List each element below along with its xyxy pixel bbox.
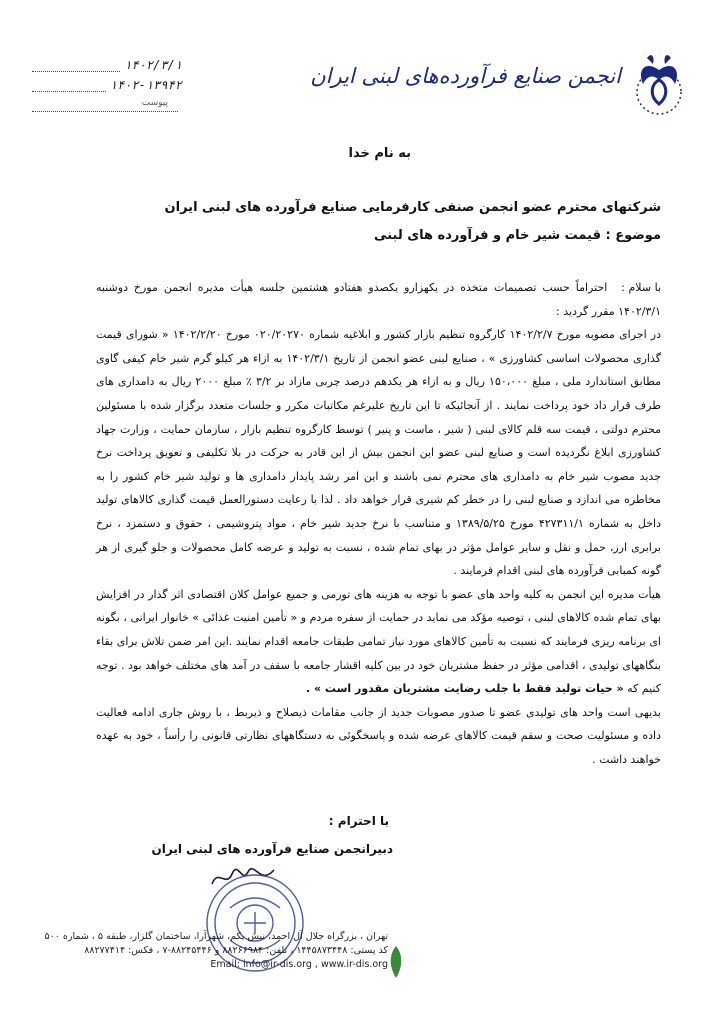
body-paragraph-intro	[96, 276, 661, 323]
date-row	[32, 52, 182, 72]
letter-number: ۱۴۰۲-۱۳۹۴۲	[109, 78, 182, 92]
body-paragraph-recommendation	[96, 583, 661, 701]
footer-email: Email: info@ir-dis.org , www.ir-dis.org	[210, 959, 388, 970]
salutation: با سلام :	[621, 281, 661, 294]
footer-address: تهران ، بزرگراه جلال آل احمد، نبش یکم، شهرآرا، ساختمان گلزار، طبقه ۵ ، شماره ۵۰۰	[44, 931, 388, 942]
dotted-line	[32, 59, 120, 72]
logo-emblem-icon	[627, 50, 691, 120]
bismillah-heading: به نام خدا	[348, 146, 411, 161]
closing-line: با احترام :	[328, 814, 389, 828]
footer-leaf-icon	[388, 944, 404, 980]
signer-title: دبیرانجمن صنایع فرآورده های لبنی ایران	[151, 842, 393, 856]
paragraph-text: هیأت مدیره این انجمن به کلیه واحد های عضو با توجه به هزینه های تورمی و جمیع عوامل کلان اقتصادی اثر گذار در افزایش بهای تمام شده کالاهای لبنی ، توصیه مؤکد می نماید در حمایت از سفره مردم و « تأمین امنیت غذائی » خانوار ایرانی ، بگونه ای برنامه ریزی فرمایند که نسبت به تأمین کالاهای مورد نیاز تمامی طبقات جامعه اقدام نمایند .این امر ضمن تلاش برای بقاء بنگاههای تولیدی ، اقدامی مؤثر در حفظ مشتریان خود در بین کلیه اقشار جامعه با سقف در آمد های مختلف خواهد بود . توجه کنیم که	[96, 587, 661, 696]
body-paragraph-responsibility: بدیهی است واحد های تولیدی عضو تا صدور مصوبات جدید از جانب مقامات ذیصلاح و ذیربط ، با روش جاری ادامه فعالیت داده و مسئولیت صحت و سقم قیمت کالاهای عرضه شده و پاسخگوئی به دستگاههای نظارتی قانونی را رأساً ، خود به عهده خواهند داشت .	[96, 705, 661, 766]
letter-body	[96, 276, 661, 771]
paragraph-text: احتراماً حسب تصمیمات متخذه در یکهزارو یکصدو هفتادو هشتمین جلسه هیأت مدیره انجمن مورخ دوشنبه ۱۴۰۲/۳/۱ مقرر گردید :	[96, 281, 661, 318]
attachment-label: پیوست	[141, 98, 168, 108]
dotted-line	[32, 79, 106, 92]
footer-phones: کد پستی: ۱۴۴۵۸۷۳۴۴۸ ، تلفن: ۸۸۲۶۶۹۸۴ و ۸۸۲۴۵۴۴۶-۷ ، فکس: ۸۸۲۷۷۴۱۴	[84, 945, 388, 956]
addressee-line: شرکتهای محترم عضو انجمن صنفی کارفرمایی صنایع فرآورده های لبنی ایران	[164, 200, 661, 215]
logo-text: انجمن صنایع فرآورده‌های لبنی ایران	[310, 64, 621, 88]
highlight-quote: « حیات تولید فقط با جلب رضایت مشتریان مقدور است » .	[305, 682, 624, 696]
number-row	[32, 72, 182, 92]
body-paragraph-pricing: در اجرای مصوبه مورخ ۱۴۰۲/۲/۷ کارگروه تنظیم بازار کشور و ابلاغیه شماره ۰۲۰/۲۰۲۷۰ مورخ ۱۴۰۲/۲/۲۰ « شورای قیمت گذاری محصولات اساسی کشاورزی » ، صنایع لبنی عضو انجمن از تاریخ ۱۴۰۲/۳/۱ به ازاء هر کیلو گرم شیر خام کیفی گاوی مطابق استاندارد ملی ، مبلغ ۱۵۰،۰۰۰ ریال و به ازاء هر یکدهم درصد چربی مازاد بر ۳/۲ ٪ مبلغ ۲۰۰۰ ریال به دامداری های طرف قرار داد خود پرداخت نمایند . از آنجائیکه تا این تاریخ علیرغم مکاتبات مکرر و جلسات متعدد برگزار شده با مسئولین محترم دولتی ، قیمت سه قلم کالای لبنی ( شیر ، ماست و پنیر ) توسط کارگروه تنظیم بازار ، سازمان حمایت ، وزارت جهاد کشاورزی ابلاغ نگردیده است و صنایع لبنی عضو این انجمن بیش از این قادر به حرکت در بلا تکلیفی و تعویق پرداخت نرخ جدید مصوب شیر خام به دامداری های محترم نمی باشند و این امر رشد پایدار دامداری ها و تولید شیر خام کشور را به مخاطره می اندازد و صنایع لبنی را در خطر کم شیری قرار خواهد داد . لذا با رعایت دستورالعمل قیمت گذاری کالاهای تولید داخل به شماره ۴۲۷۳۱۱/۱ مورخ ۱۳۸۹/۵/۲۵ و متناسب با نرخ جدید شیر خام ، مواد پتروشیمی ، حقوق و دستمزد ، نرخ برابری ارز، حمل و نقل و سایر عوامل مؤثر در بهای تمام شده ، نسبت به تولید و عرضه کامل محصولات و جلو گیری از هر گونه کمبابی فرآورده های لبنی اقدام فرمایند .	[96, 328, 662, 578]
subject-line: موضوع : قیمت شیر خام و فرآورده های لبنی	[374, 228, 661, 243]
letter-meta	[32, 52, 182, 112]
letter-footer	[44, 930, 388, 972]
association-logo	[310, 50, 691, 120]
letter-date: ۱۴۰۲/۳/۱	[124, 58, 182, 72]
